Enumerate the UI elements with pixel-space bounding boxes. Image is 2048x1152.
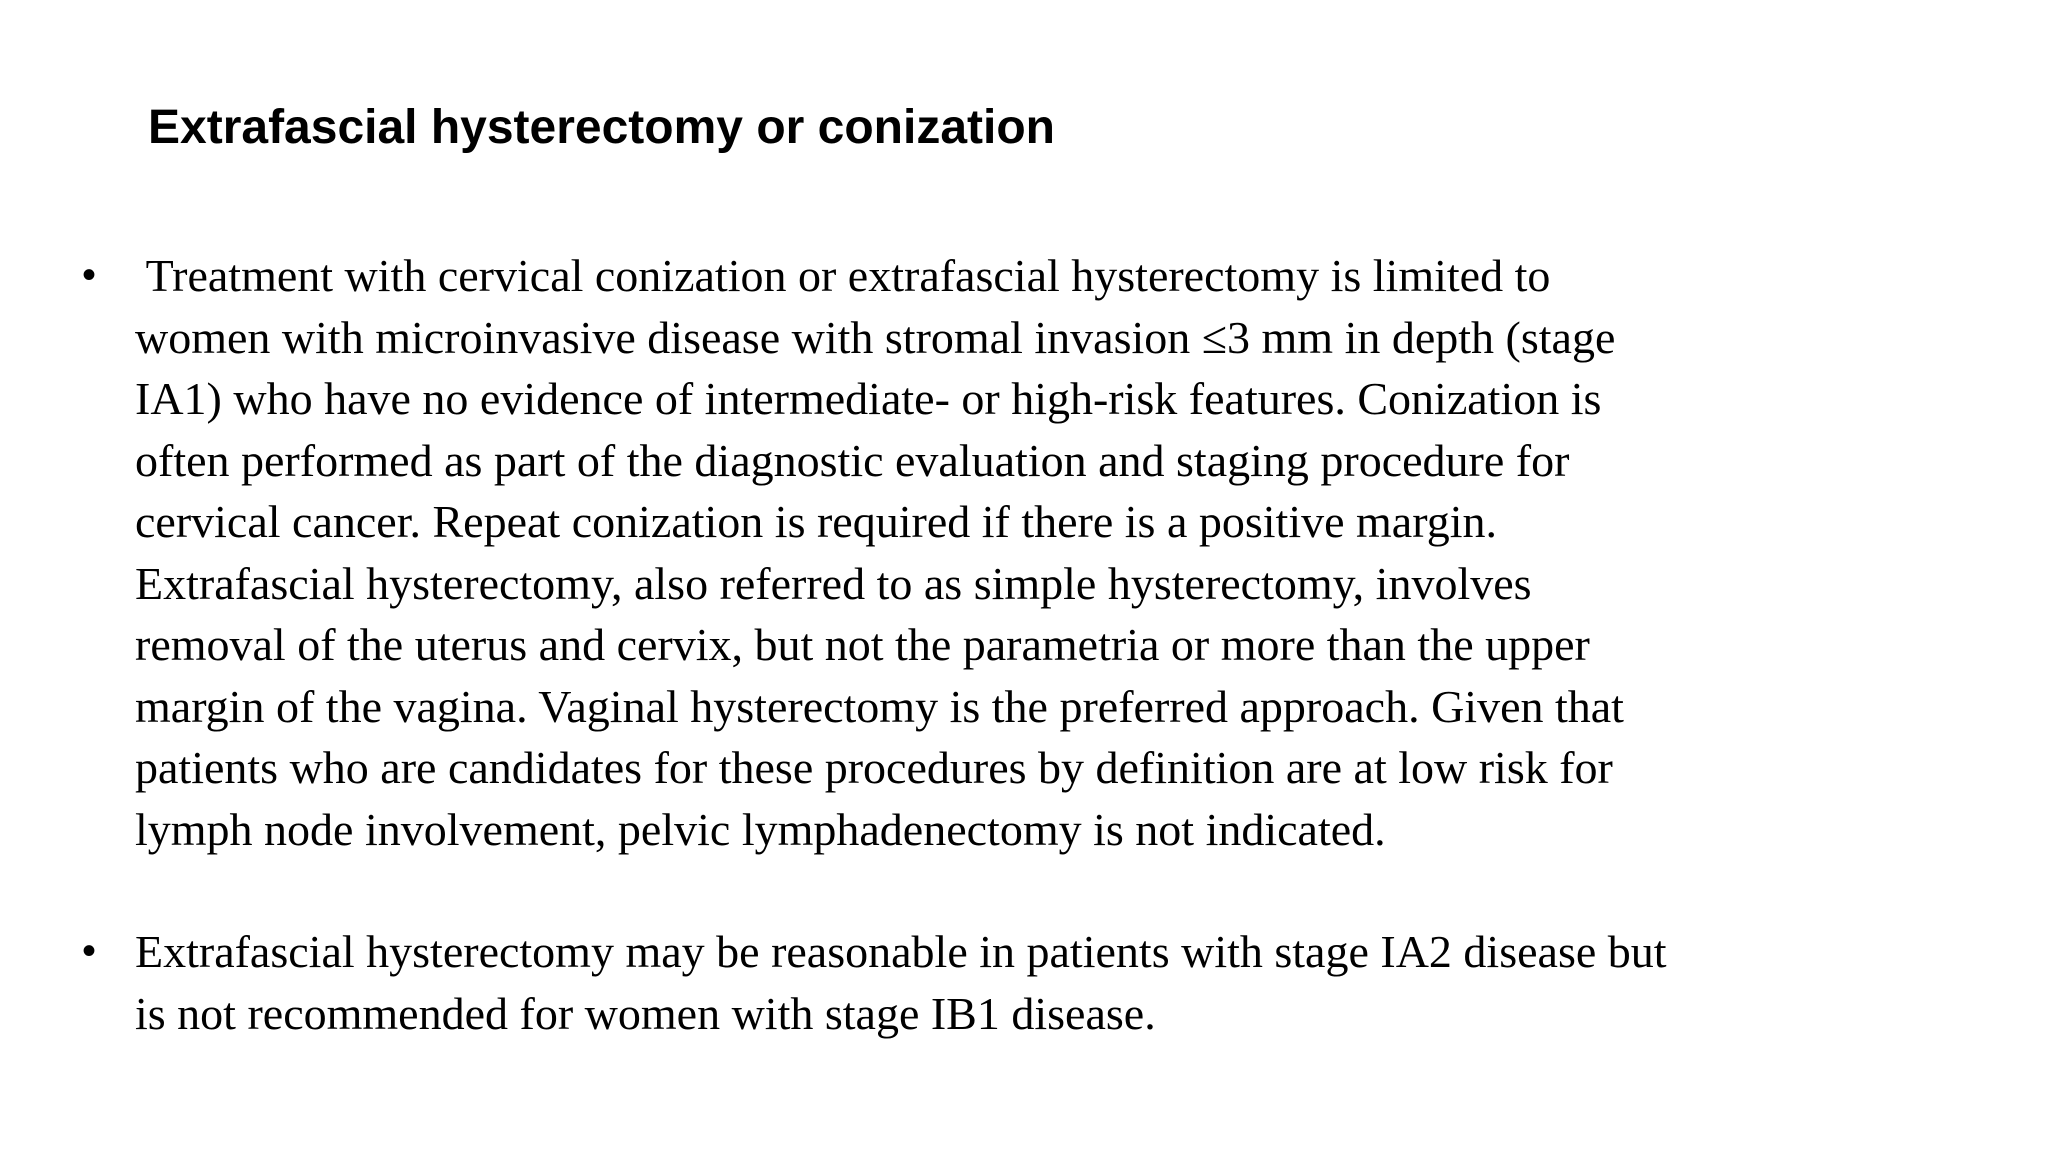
bullet-text-line: often performed as part of the diagnostic evaluation and staging procedure for — [135, 434, 1570, 486]
bullet-text-line: cervical cancer. Repeat conization is required if there is a positive margin. — [135, 496, 1497, 547]
bullet-text-line: patients who are candidates for these procedures by definition are at low risk for — [135, 742, 1613, 793]
bullet-text-line: women with microinvasive disease with stromal invasion ≤3 mm in depth (stage — [135, 311, 1616, 363]
bullet-text-line: Extrafascial hysterectomy, also referred to as simple hysterectomy, involves — [135, 557, 1532, 609]
bullet-icon: • — [82, 929, 97, 973]
bullet-text-line: removal of the uterus and cervix, but not the parametria or more than the upper — [135, 619, 1590, 670]
bullet-item-ia2 — [82, 921, 1982, 1044]
bullet-list — [82, 245, 1982, 1044]
bullet-text-line: Treatment with cervical conization or extrafascial hysterectomy is limited to — [135, 250, 1551, 301]
bullet-text-line: margin of the vagina. Vaginal hysterectomy is the preferred approach. Given that — [135, 680, 1624, 732]
bullet-text-line: Extrafascial hysterectomy may be reasonable in patients with stage IA2 disease but — [135, 926, 1667, 977]
bullet-icon: • — [82, 253, 97, 297]
bullet-item-treatment — [82, 245, 1982, 860]
bullet-text-line: is not recommended for women with stage IB1 disease. — [135, 987, 1156, 1039]
slide-title: Extrafascial hysterectomy or conization — [148, 101, 1055, 154]
bullet-text-line: IA1) who have no evidence of intermediate- or high-risk features. Conization is — [135, 373, 1602, 424]
bullet-text-line: lymph node involvement, pelvic lymphadenectomy is not indicated. — [135, 803, 1386, 855]
